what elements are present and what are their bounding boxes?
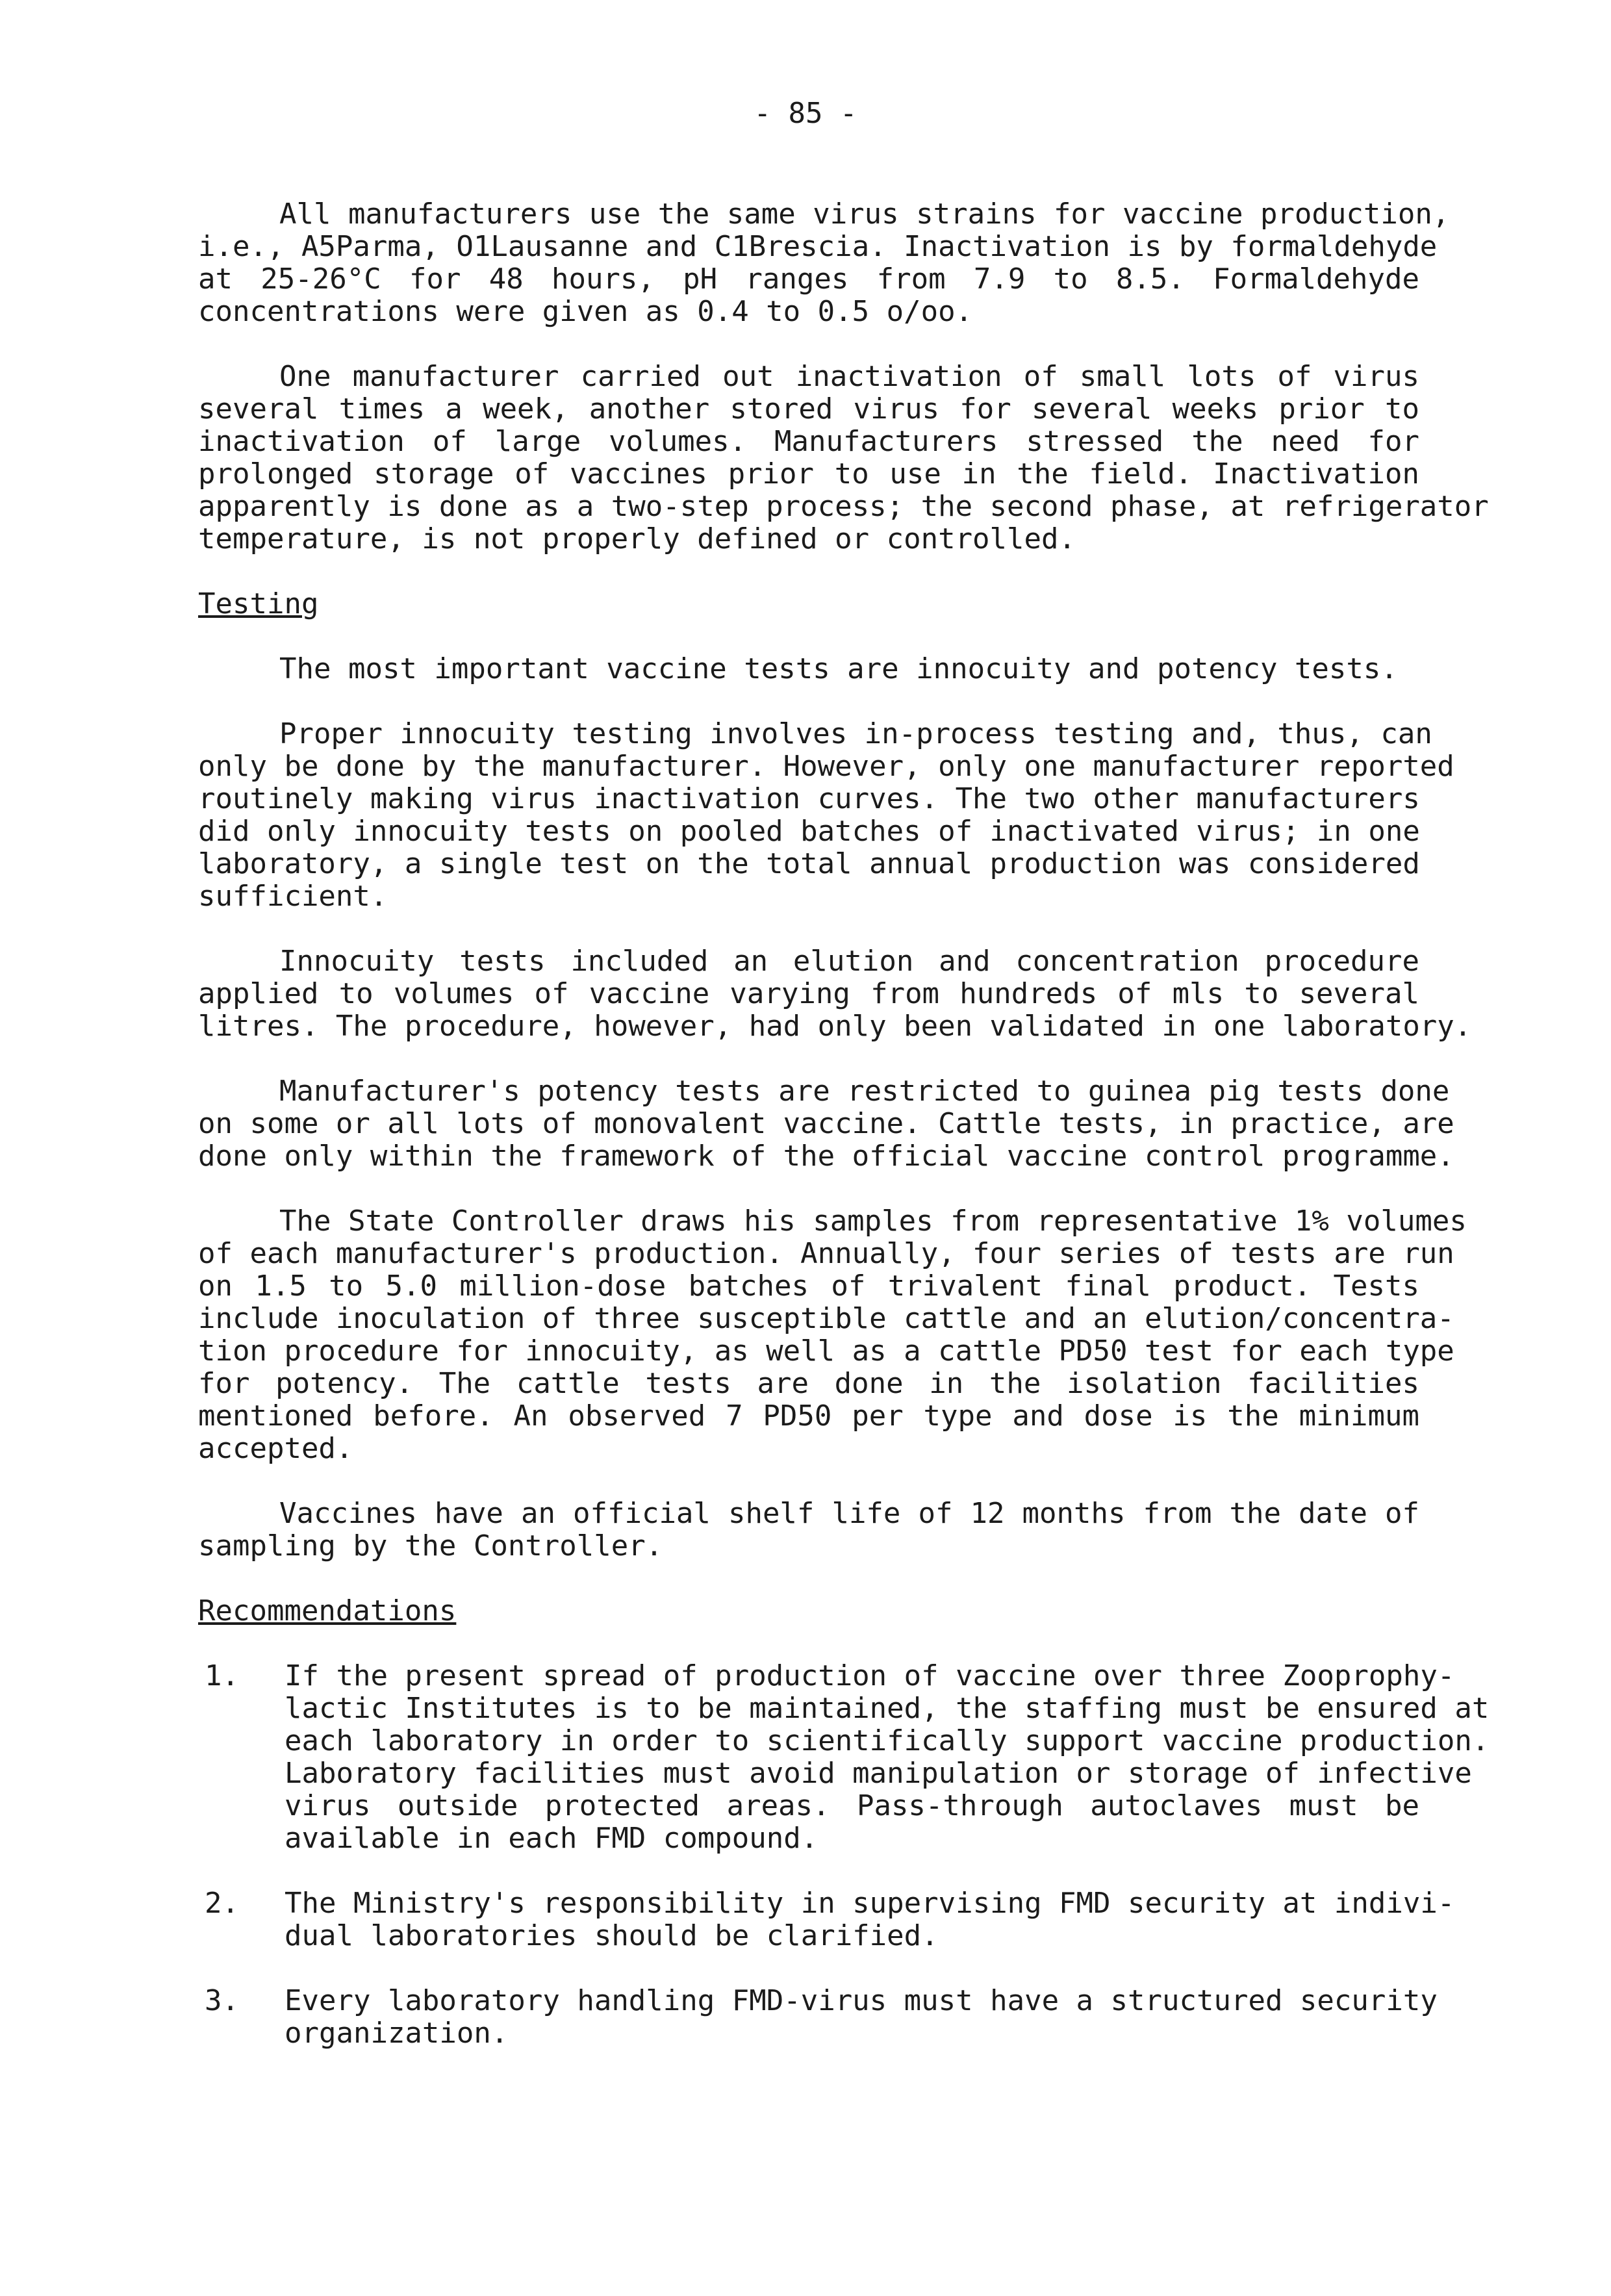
recommendation-1-line-5: virus outside protected areas. Pass-through autoclaves must be: [285, 1789, 1419, 1822]
recommendation-3-line-2: organization.: [285, 2017, 509, 2050]
paragraph-5-line-2: applied to volumes of vaccine varying from hundreds of mls to several: [198, 977, 1419, 1010]
paragraph-6-line-2: on some or all lots of monovalent vaccine. Cattle tests, in practice, are: [198, 1107, 1454, 1140]
paragraph-2-line-5: apparently is done as a two-step process; the second phase, at refrigerator: [198, 490, 1489, 523]
paragraph-2-line-1: One manufacturer carried out inactivation of small lots of virus: [279, 360, 1419, 393]
paragraph-4-line-3: routinely making virus inactivation curves. The two other manufacturers: [198, 782, 1420, 815]
paragraph-5-line-1: Innocuity tests included an elution and concentration procedure: [279, 945, 1419, 978]
paragraph-2-line-2: several times a week, another stored virus for several weeks prior to: [198, 392, 1419, 426]
paragraph-7-line-6: for potency. The cattle tests are done in the isolation facilities: [198, 1367, 1419, 1400]
paragraph-1-line-1: All manufacturers use the same virus strains for vaccine production,: [279, 198, 1450, 231]
paragraph-2-line-4: prolonged storage of vaccines prior to use in the field. Inactivation: [198, 457, 1419, 491]
paragraph-4-line-4: did only innocuity tests on pooled batches of inactivated virus; in one: [198, 815, 1420, 848]
paragraph-7-line-7: mentioned before. An observed 7 PD50 per type and dose is the minimum: [198, 1399, 1419, 1433]
paragraph-4-line-6: sufficient.: [198, 880, 388, 913]
recommendation-1-line-1: If the present spread of production of vaccine over three Zooprophy-: [285, 1659, 1455, 1692]
paragraph-4-line-2: only be done by the manufacturer. However, only one manufacturer reported: [198, 750, 1454, 783]
paragraph-7-line-8: accepted.: [198, 1432, 353, 1465]
recommendation-2-number: 2.: [205, 1887, 239, 1920]
paragraph-4-line-5: laboratory, a single test on the total annual production was considered: [198, 847, 1420, 880]
section-heading-recommendations: Recommendations: [198, 1594, 457, 1627]
paragraph-8-line-1: Vaccines have an official shelf life of 12 months from the date of: [279, 1497, 1419, 1530]
recommendation-1-line-6: available in each FMD compound.: [285, 1822, 818, 1855]
paragraph-2-line-3: inactivation of large volumes. Manufacturers stressed the need for: [198, 425, 1419, 458]
paragraph-2-line-6: temperature, is not properly defined or controlled.: [198, 522, 1076, 555]
recommendation-3-line-1: Every laboratory handling FMD-virus must have a structured security: [285, 1984, 1438, 2017]
recommendation-2-line-1: The Ministry's responsibility in supervising FMD security at indivi-: [285, 1887, 1455, 1920]
paragraph-8-line-2: sampling by the Controller.: [198, 1529, 663, 1563]
paragraph-5-line-3: litres. The procedure, however, had only been validated in one laboratory.: [198, 1010, 1472, 1043]
paragraph-7-line-3: on 1.5 to 5.0 million-dose batches of trivalent final product. Tests: [198, 1269, 1419, 1303]
paragraph-6-line-1: Manufacturer's potency tests are restricted to guinea pig tests done: [279, 1075, 1450, 1108]
paragraph-1-line-4: concentrations were given as 0.4 to 0.5 o/oo.: [198, 295, 973, 328]
page-number: - 85 -: [754, 97, 857, 130]
paragraph-7-line-5: tion procedure for innocuity, as well as a cattle PD50 test for each type: [198, 1334, 1454, 1368]
paragraph-7-line-2: of each manufacturer's production. Annually, four series of tests are run: [198, 1237, 1454, 1270]
paragraph-1-line-2: i.e., A5Parma, O1Lausanne and C1Brescia. Inactivation is by formaldehyde: [198, 230, 1438, 263]
paragraph-7-line-4: include inoculation of three susceptible cattle and an elution/concentra-: [198, 1302, 1454, 1335]
recommendation-1-line-2: lactic Institutes is to be maintained, the staffing must be ensured at: [285, 1692, 1490, 1725]
recommendation-3-number: 3.: [205, 1984, 239, 2017]
paragraph-4-line-1: Proper innocuity testing involves in-process testing and, thus, can: [279, 717, 1432, 750]
section-heading-testing: Testing: [198, 587, 319, 620]
recommendation-2-line-2: dual laboratories should be clarified.: [285, 1919, 939, 1952]
recommendation-1-line-3: each laboratory in order to scientifically support vaccine production.: [285, 1724, 1490, 1757]
paragraph-1-line-3: at 25-26°C for 48 hours, pH ranges from 7.9 to 8.5. Formaldehyde: [198, 262, 1419, 296]
recommendation-1-line-4: Laboratory facilities must avoid manipulation or storage of infective: [285, 1757, 1472, 1790]
paragraph-3-line-1: The most important vaccine tests are innocuity and potency tests.: [279, 652, 1398, 685]
recommendation-1-number: 1.: [205, 1659, 239, 1692]
paragraph-6-line-3: done only within the framework of the official vaccine control programme.: [198, 1140, 1454, 1173]
paragraph-7-line-1: The State Controller draws his samples from representative 1% volumes: [279, 1205, 1467, 1238]
